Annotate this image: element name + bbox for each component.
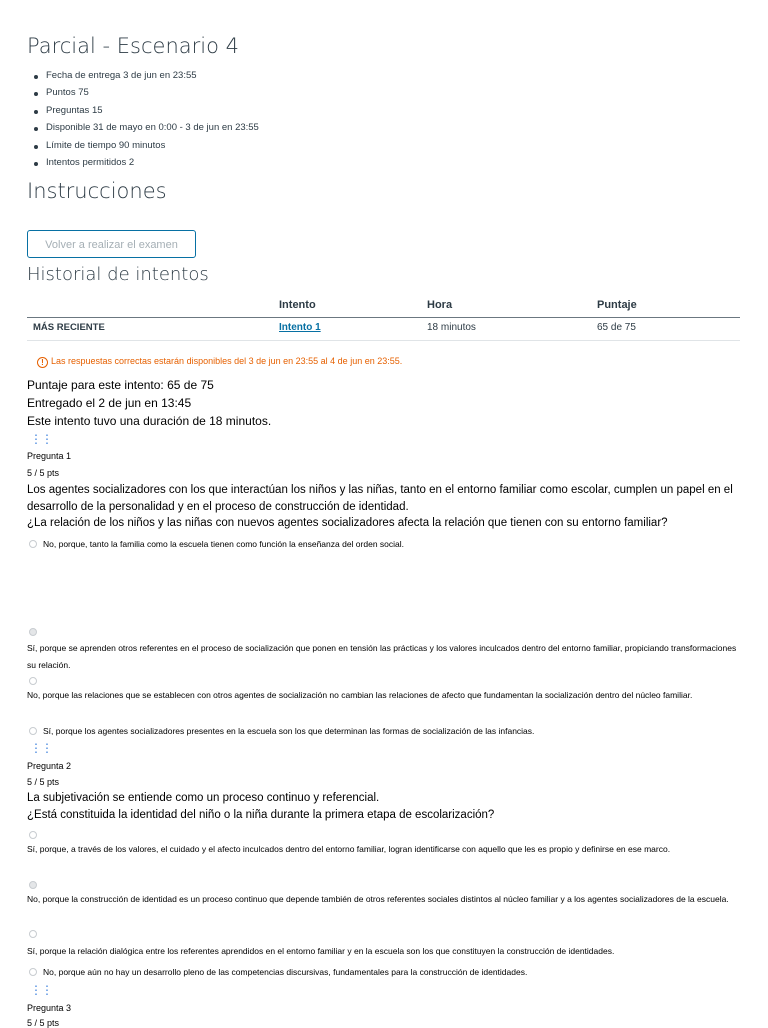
row-label-most-recent: MÁS RECIENTE (33, 322, 105, 333)
attempt-duration: Este intento tuvo una duración de 18 minutos. (27, 414, 272, 428)
page-title: Parcial - Escenario 4 (27, 34, 239, 58)
attempt-score: 65 de 75 (597, 322, 636, 333)
answer-option: No, porque aún no hay un desarrollo pleno de las competencias discursivas, fundamentales para la construcción de identidades. (43, 967, 528, 977)
answer-option-selected: No, porque la construcción de identidad es un proceso continuo que depende también de otros referentes sociales distintos al núcleo familiar y a los agentes socializadores de la escuela. (27, 894, 729, 904)
table-header-divider (27, 317, 740, 318)
answer-option: Sí, porque la relación dialógica entre los referentes aprendidos en el entorno familiar y en la escuela son los que constituyen la construcción de identidades. (27, 946, 615, 956)
history-heading: Historial de intentos (27, 264, 209, 285)
question-label: Pregunta 1 (27, 451, 72, 461)
detail-points: Puntos 75 (46, 87, 89, 98)
drag-handle-icon[interactable]: ⋮⋮ (30, 432, 52, 446)
attempt-history-table (27, 294, 740, 344)
drag-handle-icon[interactable]: ⋮⋮ (30, 741, 52, 755)
attempt-time: 18 minutos (427, 322, 476, 333)
question-text: Los agentes socializadores con los que interactúan los niños y las niñas, tanto en el entorno familiar como escolar, cumplen un papel en el desarrollo de la personalidad y en el proceso de construcción de identidad. (27, 484, 733, 513)
answer-option: No, porque, tanto la familia como la escuela tienen como función la enseñanza del orden social. (43, 539, 404, 549)
detail-questions: Preguntas 15 (46, 105, 103, 116)
question-points: 5 / 5 pts (27, 468, 60, 478)
column-header-attempt: Intento (279, 299, 316, 311)
answer-option: No, porque las relaciones que se establecen con otros agentes de socialización no cambian las relaciones de afecto que fundamentan la socialización dentro del núcleo familiar. (27, 690, 693, 700)
question-text: La subjetivación se entiende como un proceso continuo y referencial. (27, 792, 380, 804)
radio-icon[interactable] (29, 881, 37, 889)
question-prompt: ¿La relación de los niños y las niñas con nuevos agentes socializadores afecta la relación que tienen con su entorno familiar? (27, 517, 668, 529)
instructions-heading: Instrucciones (27, 179, 167, 203)
question-prompt: ¿Está constituida la identidad del niño o la niña durante la primera etapa de escolarización? (27, 809, 495, 821)
attempt-score-summary: Puntaje para este intento: 65 de 75 (27, 378, 214, 392)
radio-icon[interactable] (29, 677, 37, 685)
radio-icon[interactable] (29, 930, 37, 938)
detail-attempts: Intentos permitidos 2 (46, 157, 135, 168)
radio-icon[interactable] (29, 968, 37, 976)
answer-option-selected: Sí, porque se aprenden otros referentes en el proceso de socialización que ponen en tensión las prácticas y los valores inculcados dentro del entorno familiar, propiciando transformaciones su relación. (27, 643, 737, 670)
notice-text: Las respuestas correctas estarán disponibles del 3 de jun en 23:55 al 4 de jun en 23:55. (51, 356, 403, 366)
answers-availability-notice (37, 356, 402, 368)
question-points: 5 / 5 pts (27, 777, 60, 787)
column-header-time: Hora (427, 299, 453, 311)
table-row-divider (27, 340, 740, 341)
radio-icon[interactable] (29, 540, 37, 548)
retake-quiz-button[interactable]: Volver a realizar el examen (27, 230, 196, 258)
question-points: 5 / 5 pts (27, 1018, 60, 1028)
answer-option: Sí, porque, a través de los valores, el cuidado y el afecto inculcados dentro del entorno familiar, logran identificarse con aquello que les es propio y definirse en ese marco. (27, 844, 671, 854)
radio-icon[interactable] (29, 628, 37, 636)
detail-available: Disponible 31 de mayo en 0:00 - 3 de jun en 23:55 (46, 122, 259, 133)
column-header-score: Puntaje (597, 299, 637, 311)
radio-icon[interactable] (29, 727, 37, 735)
detail-due: Fecha de entrega 3 de jun en 23:55 (46, 70, 197, 81)
detail-time-limit: Límite de tiempo 90 minutos (46, 140, 166, 151)
info-icon: ! (37, 357, 48, 368)
question-label: Pregunta 2 (27, 761, 72, 771)
drag-handle-icon[interactable]: ⋮⋮ (30, 983, 52, 997)
question-label: Pregunta 3 (27, 1003, 72, 1013)
attempt-1-link[interactable]: Intento 1 (279, 322, 321, 333)
radio-icon[interactable] (29, 831, 37, 839)
attempt-submitted: Entregado el 2 de jun en 13:45 (27, 396, 192, 410)
answer-option: Sí, porque los agentes socializadores presentes en la escuela son los que determinan las formas de socialización de las infancias. (43, 726, 535, 736)
